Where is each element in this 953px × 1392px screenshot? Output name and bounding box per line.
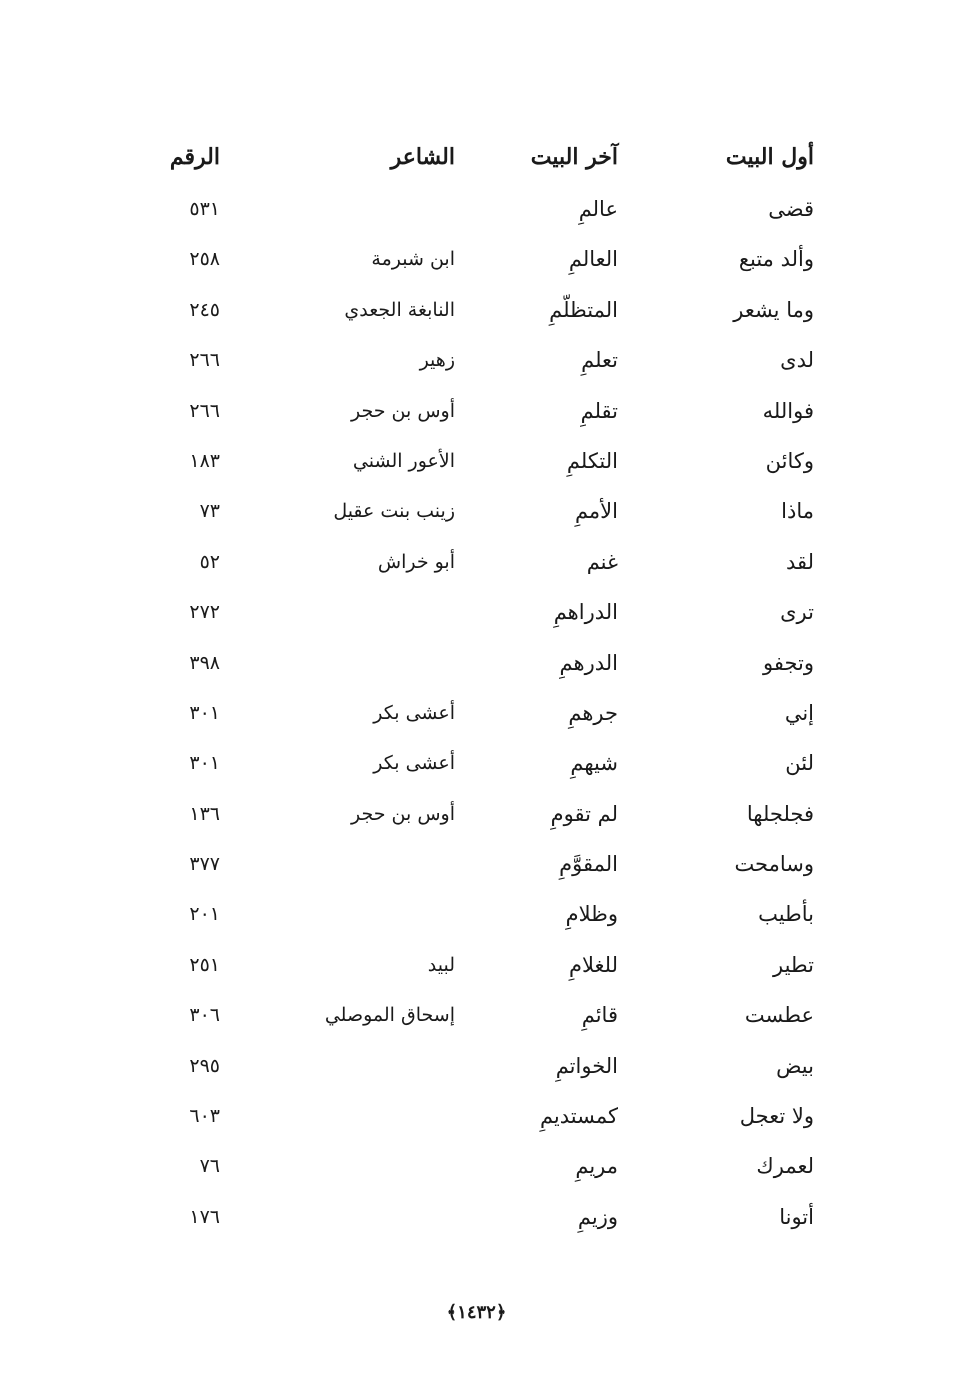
table-row (150, 993, 830, 1043)
number-cell: ٧٦ (199, 1155, 220, 1178)
number-cell: ٦٠٣ (189, 1105, 220, 1128)
table-row (150, 590, 830, 640)
table-row (150, 842, 830, 892)
table-row (150, 1044, 830, 1094)
last-verse-cell: غنم (586, 549, 618, 574)
first-verse-cell: وسامحت (734, 852, 814, 877)
number-cell: ٢٤٥ (189, 298, 220, 321)
last-verse-cell: قائمِ (581, 1003, 618, 1028)
number-cell: ٢٦٦ (189, 399, 220, 422)
last-verse-cell: جرهمِ (568, 700, 618, 725)
verse-index-table (150, 135, 830, 1245)
first-verse-cell: تطير (773, 952, 814, 977)
last-verse-cell: وظلامِ (565, 902, 618, 927)
poet-cell: أعشى بكر (373, 752, 455, 775)
number-cell: ٢٩٥ (189, 1054, 220, 1077)
first-verse-cell: بأطيب (758, 902, 814, 927)
last-verse-cell: الخواتمِ (555, 1053, 618, 1078)
last-verse-cell: المقوَّمِ (559, 852, 618, 877)
poet-cell: الأعور الشني (352, 449, 455, 472)
number-cell: ٥٢ (199, 550, 220, 573)
table-row (150, 943, 830, 993)
first-verse-cell: لئن (785, 751, 814, 776)
first-verse-cell: لدى (780, 348, 814, 373)
page-number: ﴿١٤٣٢﴾ (446, 1302, 507, 1323)
table-row (150, 892, 830, 942)
first-verse-cell: لقد (785, 549, 814, 574)
table-row (150, 540, 830, 590)
last-verse-cell: شيهمِ (570, 751, 618, 776)
number-cell: ١٣٦ (189, 802, 220, 825)
first-verse-cell: وما يشعر (733, 297, 814, 322)
table-row (150, 288, 830, 338)
first-verse-cell: فجلجلها (746, 801, 814, 826)
first-verse-cell: ولا تعجل (739, 1104, 814, 1129)
table-row (150, 741, 830, 791)
last-verse-cell: لم تقومِ (550, 801, 618, 826)
table-row (150, 691, 830, 741)
last-verse-cell: مريمِ (575, 1154, 618, 1179)
last-verse-cell: الدرهمِ (559, 650, 618, 675)
last-verse-cell: للغلامِ (568, 952, 618, 977)
poet-cell: زهير (419, 349, 455, 372)
poet-cell: إسحاق الموصلي (324, 1004, 455, 1027)
first-verse-cell: عطست (744, 1003, 814, 1028)
number-cell: ٥٣١ (189, 198, 220, 220)
last-verse-cell: كمستديمِ (539, 1104, 618, 1129)
last-verse-cell: وزيمِ (577, 1204, 618, 1229)
header-number: الرقم (169, 144, 220, 170)
number-cell: ٣٧٧ (189, 853, 220, 876)
first-verse-cell: ماذا (781, 499, 814, 524)
poet-cell: زينب بنت عقيل (333, 500, 455, 523)
poet-cell: النابغة الجعدي (344, 298, 455, 321)
number-cell: ٧٣ (199, 500, 220, 523)
poet-cell: أبو خراش (377, 550, 455, 573)
header-first-verse: أول البيت (725, 144, 814, 170)
poet-cell: أوس بن حجر (351, 399, 455, 422)
number-cell: ٢٠١ (189, 903, 220, 926)
number-cell: ٢٥٨ (189, 248, 220, 271)
poet-cell: أوس بن حجر (351, 802, 455, 825)
first-verse-cell: ترى (780, 600, 814, 625)
first-verse-cell: بيض (776, 1053, 814, 1078)
table-header (150, 135, 830, 187)
first-verse-cell: وتجفو (762, 650, 814, 675)
first-verse-cell: وألد متبع (738, 247, 814, 272)
poet-cell: ابن شبرمة (371, 248, 455, 271)
last-verse-cell: العالمِ (568, 247, 618, 272)
last-verse-cell: الأممِ (574, 499, 618, 524)
table-row (150, 1144, 830, 1194)
header-last-verse: آخر البيت (530, 144, 618, 170)
last-verse-cell: عالمِ (578, 197, 618, 221)
table-row (150, 792, 830, 842)
table-row (150, 338, 830, 388)
number-cell: ٣٠١ (189, 701, 220, 724)
first-verse-cell: قضى (768, 197, 814, 221)
first-verse-cell: لعمرك (756, 1154, 814, 1179)
number-cell: ٢٧٢ (189, 601, 220, 624)
number-cell: ٢٥١ (189, 953, 220, 976)
table-row (150, 489, 830, 539)
table-row (150, 1094, 830, 1144)
number-cell: ١٧٦ (189, 1205, 220, 1228)
first-verse-cell: إني (784, 700, 814, 725)
table-row (150, 237, 830, 287)
last-verse-cell: الدراهمِ (553, 600, 618, 625)
table-row (150, 187, 830, 237)
first-verse-cell: فوالله (762, 398, 814, 423)
number-cell: ٢٦٦ (189, 349, 220, 372)
table-row (150, 1195, 830, 1245)
last-verse-cell: تعلمِ (581, 348, 618, 373)
poet-cell: لبيد (427, 953, 455, 976)
last-verse-cell: التكلمِ (566, 448, 618, 473)
table-row (150, 641, 830, 691)
number-cell: ٣٠١ (189, 752, 220, 775)
first-verse-cell: وكائن (765, 448, 814, 473)
last-verse-cell: المتظلّمِ (549, 297, 618, 322)
number-cell: ٣٠٦ (189, 1004, 220, 1027)
table-body (150, 187, 830, 1245)
last-verse-cell: تقلمِ (580, 398, 618, 423)
header-poet: الشاعر (390, 144, 455, 170)
first-verse-cell: أتونا (779, 1204, 814, 1229)
table-row (150, 439, 830, 489)
number-cell: ١٨٣ (189, 449, 220, 472)
number-cell: ٣٩٨ (189, 651, 220, 674)
poet-cell: أعشى بكر (373, 701, 455, 724)
table-row (150, 389, 830, 439)
